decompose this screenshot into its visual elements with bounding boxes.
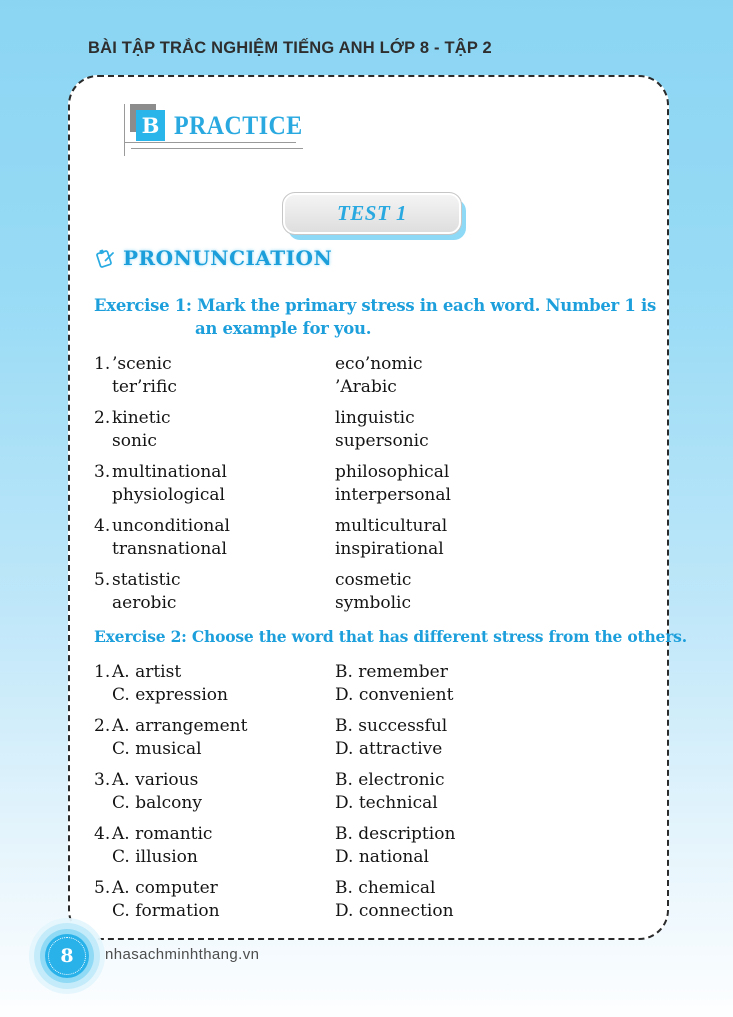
- option-b: B. electronic: [335, 770, 445, 790]
- word: symbolic: [335, 593, 411, 613]
- option-a: A. artist: [112, 662, 182, 682]
- logo-letter-badge: B: [136, 110, 165, 141]
- option-b: B. chemical: [335, 878, 436, 898]
- word: multicultural: [335, 516, 448, 536]
- word: physiological: [112, 485, 225, 505]
- list-item: [94, 661, 654, 707]
- practice-label: PRACTICE: [174, 111, 303, 140]
- word: supersonic: [335, 431, 429, 451]
- word: philosophical: [335, 462, 450, 482]
- pronunciation-heading: [92, 246, 332, 270]
- option-a: A. computer: [112, 878, 218, 898]
- exercise1-heading-line2: an example for you.: [195, 319, 372, 338]
- word: inspirational: [335, 539, 444, 559]
- section-title: PRONUNCIATION: [123, 246, 333, 270]
- logo-underline-1: [124, 142, 296, 143]
- option-b: B. remember: [335, 662, 448, 682]
- word: ter’rific: [112, 377, 177, 397]
- page-header-title: BÀI TẬP TRẮC NGHIỆM TIẾNG ANH LỚP 8 - TẬP 2: [88, 38, 492, 57]
- word: aerobic: [112, 593, 177, 613]
- word: unconditional: [112, 516, 230, 536]
- item-number: 1.: [94, 354, 111, 374]
- exercise2-option-list: [94, 661, 654, 923]
- item-number: 2.: [94, 408, 111, 428]
- exercise1-heading-line1: Exercise 1: Mark the primary stress in each word. Number 1 is: [94, 296, 656, 315]
- word: transnational: [112, 539, 227, 559]
- item-number: 3.: [94, 462, 111, 482]
- option-a: A. romantic: [112, 824, 213, 844]
- word: multinational: [112, 462, 227, 482]
- option-d: D. technical: [335, 793, 438, 813]
- word: eco’nomic: [335, 354, 423, 374]
- word: kinetic: [112, 408, 171, 428]
- list-item: [94, 353, 654, 399]
- list-item: [94, 823, 654, 869]
- list-item: [94, 569, 654, 615]
- item-number: 4.: [94, 516, 111, 536]
- option-b: B. successful: [335, 716, 448, 736]
- clipboard-pencil-icon: [92, 246, 116, 270]
- item-number: 4.: [94, 824, 111, 844]
- option-d: D. national: [335, 847, 429, 867]
- word: ’Arabic: [335, 377, 397, 397]
- option-c: C. expression: [112, 685, 228, 705]
- list-item: [94, 715, 654, 761]
- exercise1-heading: [94, 296, 656, 338]
- word: statistic: [112, 570, 181, 590]
- content-box: [68, 75, 687, 940]
- page-number-badge: 8: [45, 934, 89, 978]
- item-number: 3.: [94, 770, 111, 790]
- option-d: D. convenient: [335, 685, 454, 705]
- word: interpersonal: [335, 485, 451, 505]
- word: linguistic: [335, 408, 415, 428]
- list-item: [94, 461, 654, 507]
- item-number: 2.: [94, 716, 111, 736]
- option-a: A. arrangement: [112, 716, 248, 736]
- list-item: [94, 877, 654, 923]
- list-item: [94, 515, 654, 561]
- option-d: D. connection: [335, 901, 454, 921]
- logo-vertical-rule: [124, 104, 125, 156]
- option-d: D. attractive: [335, 739, 443, 759]
- option-a: A. various: [112, 770, 199, 790]
- word: sonic: [112, 431, 157, 451]
- exercise2-heading: Exercise 2: Choose the word that has different stress from the others.: [94, 627, 687, 646]
- test-badge: TEST 1: [283, 193, 461, 234]
- item-number: 5.: [94, 878, 111, 898]
- option-c: C. balcony: [112, 793, 202, 813]
- option-b: B. description: [335, 824, 456, 844]
- word: ’scenic: [112, 354, 172, 374]
- footer-website: nhasachminhthang.vn: [105, 946, 260, 963]
- logo-underline-2: [131, 148, 303, 149]
- list-item: [94, 769, 654, 815]
- option-c: C. illusion: [112, 847, 198, 867]
- option-c: C. musical: [112, 739, 202, 759]
- item-number: 5.: [94, 570, 111, 590]
- list-item: [94, 407, 654, 453]
- item-number: 1.: [94, 662, 111, 682]
- option-c: C. formation: [112, 901, 220, 921]
- exercise1-word-list: [94, 353, 654, 615]
- word: cosmetic: [335, 570, 412, 590]
